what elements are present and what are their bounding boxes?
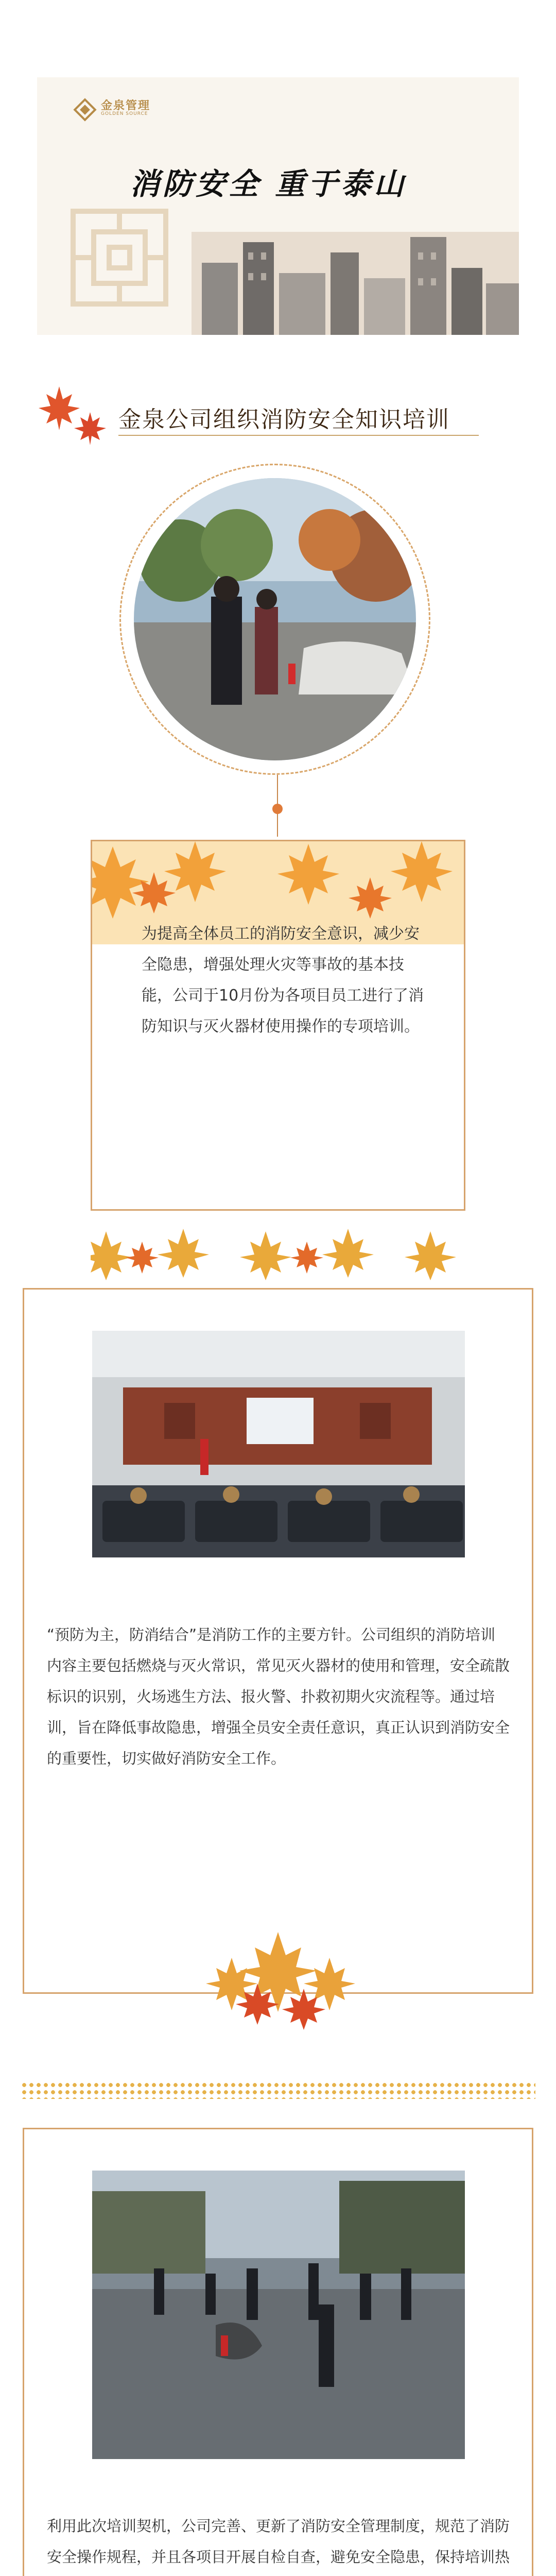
intro-paragraph: 为提高全体员工的消防安全意识，减少安全隐患，增强处理火灾等事故的基本技能，公司于10月份为各项目员工进行了消防知识与灭火器材使用操作的专项培训。 — [142, 925, 424, 1036]
banner-logo-text: 金泉管理 — [101, 99, 151, 112]
lattice-pattern-icon — [58, 196, 181, 319]
training-paragraph: “预防为主，防消结合”是消防工作的主要方针。公司组织的消防培训内容主要包括燃烧与灭火常识，常见灭火器材的使用和管理，安全疏散标识的识别，火场逃生方法、报火警、扑救初期火灾流程等。通过培训，旨在降低事故隐患，增强全员安全责任意识，真正认识到消防安全的重要性，切实做好消防安全工作。 — [47, 1626, 510, 1767]
practice-paragraph: 利用此次培训契机，公司完善、更新了消防安全管理制度，规范了消防安全操作规程，并且各项目开展自检自查，避免安全隐患，保持培训热 — [47, 2517, 510, 2566]
intro-card — [91, 840, 465, 1211]
dotted-divider — [21, 2081, 535, 2099]
maple-leaves-icon — [36, 376, 113, 453]
connector-dot — [272, 804, 283, 814]
fire-drill-photo — [134, 478, 416, 760]
header-banner — [37, 77, 519, 335]
golden-source-logo-icon — [73, 98, 97, 122]
maple-cluster-icon — [175, 1927, 381, 2050]
title-underline — [118, 435, 479, 436]
practice-card — [23, 2128, 533, 2576]
outdoor-drill-photo — [92, 2171, 465, 2459]
leaf-garland-divider — [91, 1226, 465, 1283]
training-card — [23, 1288, 533, 1994]
banner-slogan: 消防安全 重于泰山 — [130, 166, 407, 201]
training-room-photo — [92, 1331, 465, 1557]
page-title: 金泉公司组织消防安全知识培训 — [118, 406, 450, 433]
banner-logo-subtext: GOLDEN SOURCE — [101, 111, 148, 116]
city-skyline-image — [192, 232, 519, 335]
